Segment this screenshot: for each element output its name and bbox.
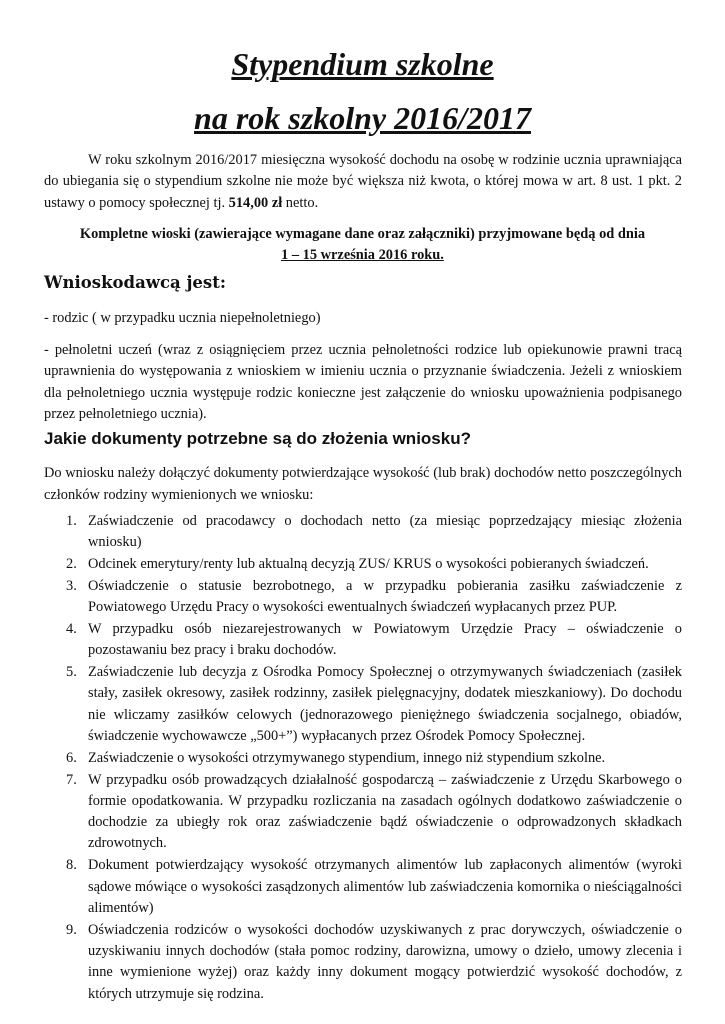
- list-text: Oświadczenie o statusie bezrobotnego, a w przypadku pobierania zasiłku zaświadczenie z Powiatowego Urzędu Pracy o wysokości ewentualnych świadczeń wypłacanych przez PUP.: [88, 577, 682, 616]
- list-text: W przypadku osób prowadzących działalność gospodarczą – zaświadczenie z Urzędu Skarbowego o formie opodatkowania. W przypadku rozliczania na zasadach ogólnych dodatkowo zaświadczenie o dochodzie za ubiegły rok oraz zaświadczenie bądź oświadczenie o odprowadzonych składkach zdrowotnych.: [88, 771, 682, 852]
- list-text: Zaświadczenie od pracodawcy o dochodach netto (za miesiąc poprzedzający miesiąc złożenia wniosku): [88, 513, 682, 551]
- intro-amount: 514,00 zł: [228, 194, 283, 211]
- intro-suffix: netto.: [282, 194, 319, 211]
- documents-heading: Jakie dokumenty potrzebne są do złożenia wniosku?: [44, 429, 471, 448]
- page-title: Stypendium szkolne: [231, 46, 494, 82]
- intro-paragraph: [44, 150, 682, 214]
- notice-dates: 1 – 15 września 2016 roku.: [281, 247, 444, 263]
- documents-list: [44, 511, 682, 1005]
- notice-line-1: Kompletne wioski (zawierające wymagane dane oraz załączniki) przyjmowane będą od dnia: [79, 226, 646, 242]
- page-subtitle: na rok szkolny 2016/2017: [194, 100, 531, 136]
- list-number: 2.: [66, 556, 77, 573]
- list-number: 3.: [66, 577, 77, 594]
- list-item: [44, 748, 682, 769]
- list-item: [44, 770, 682, 855]
- list-item: [44, 576, 682, 619]
- list-number: 9.: [66, 921, 77, 938]
- list-number: 5.: [66, 664, 77, 681]
- list-number: 6.: [66, 749, 77, 766]
- list-item: [44, 511, 682, 554]
- documents-intro: Do wniosku należy dołączyć dokumenty potwierdzające wysokość (lub brak) dochodów netto poszczególnych członków rodziny wymienionych we wniosku:: [44, 465, 682, 503]
- intro-text: W roku szkolnym 2016/2017 miesięczna wysokość dochodu na osobę w rodzinie ucznia uprawniająca do ubiegania się o stypendium szkolne nie może być większa niż kwota, o której mowa w art. 8 ust. 1 pkt. 2 ustawy o pomocy społecznej tj.: [44, 152, 682, 211]
- list-text: Zaświadczenie o wysokości otrzymywanego stypendium, innego niż stypendium szkolne.: [88, 749, 606, 766]
- list-number: 8.: [66, 857, 77, 874]
- applicant-heading: Wnioskodawcą jest:: [44, 273, 226, 292]
- applicant-student: - pełnoletni uczeń (wraz z osiągnięciem przez ucznia pełnoletności rodzice lub opiekunowie prawni tracą uprawnienia do występowania z wnioskiem w imieniu ucznia o przyznanie świadczenia. Jeżeli z wnioskiem dla pełnoletniego ucznia występuje rodzic konieczne jest załączenie do wniosku upoważnienia podpisanego przez pełnoletniego ucznia).: [44, 342, 682, 423]
- deadline-notice: [60, 224, 665, 266]
- list-item: [44, 554, 682, 575]
- list-text: W przypadku osób niezarejestrowanych w Powiatowym Urzędzie Pracy – oświadczenie o pozostawaniu bez pracy i braku dochodów.: [88, 620, 682, 659]
- list-item: [44, 855, 682, 919]
- list-number: 4.: [66, 620, 77, 637]
- list-item: [44, 619, 682, 662]
- list-item: [44, 662, 682, 747]
- list-item: [44, 920, 682, 1005]
- list-text: Odcinek emerytury/renty lub aktualną decyzją ZUS/ KRUS o wysokości pobieranych świadczeń.: [88, 556, 649, 573]
- list-text: Dokument potwierdzający wysokość otrzymanych alimentów lub zapłaconych alimentów (wyroki sądowe mówiące o wysokości zasądzonych alimentów lub zaświadczenia komornika o nieściągalności alimentów): [88, 857, 682, 916]
- list-text: Oświadczenia rodziców o wysokości dochodów uzyskiwanych z prac dorywczych, oświadczenie o uzyskiwaniu innych dochodów (stała pomoc rodziny, darowizna, umowy o dzieło, umowy zlecenia i inne wymienione wyżej) oraz każdy inny dokument mogący potwierdzić wysokość dochodów, z których utrzymuje się rodzina.: [88, 921, 682, 1002]
- list-text: Zaświadczenie lub decyzja z Ośrodka Pomocy Społecznej o otrzymywanych świadczeniach (zasiłek stały, zasiłek okresowy, zasiłek rodzinny, zasiłek pielęgnacyjny, dodatek mieszkaniowy). Do dochodu nie wliczamy zasiłków celowych (jednorazowego pieniężnego świadczenia socjalnego, obiadów, świadczenie wychowawcze „500+”) wypłacanych przez Ośrodek Pomocy Społecznej.: [88, 664, 682, 744]
- list-number: 1.: [66, 513, 77, 529]
- list-number: 7.: [66, 771, 77, 788]
- applicant-parent: - rodzic ( w przypadku ucznia niepełnoletniego): [44, 310, 321, 326]
